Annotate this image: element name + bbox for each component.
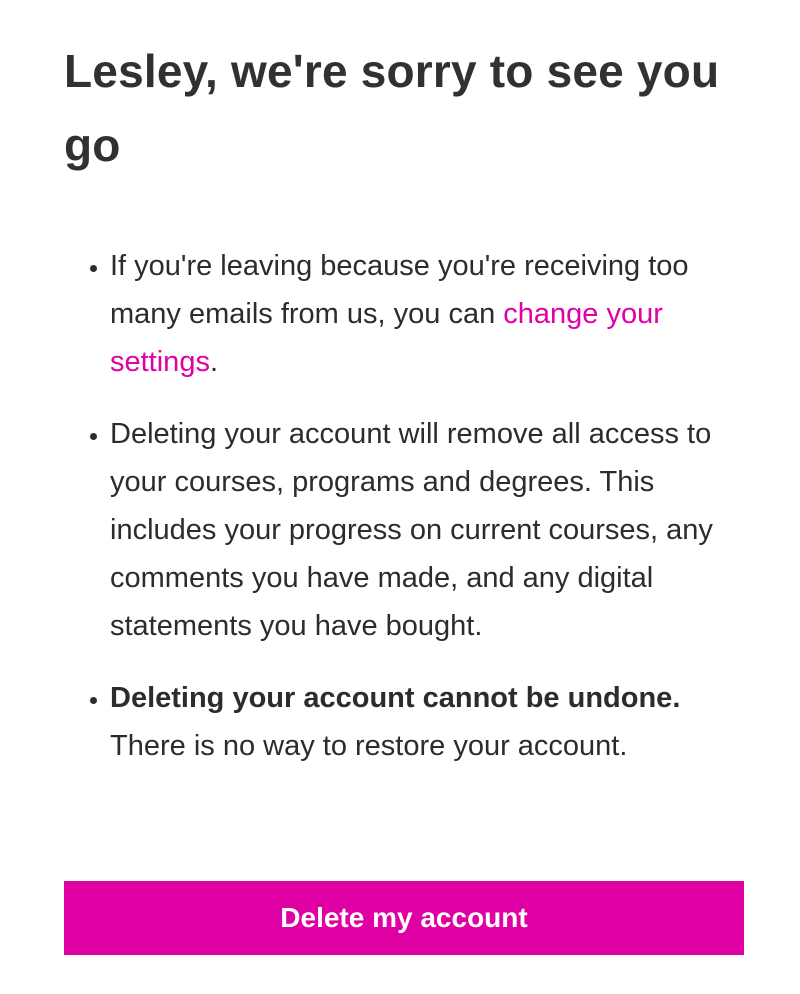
page-title: Lesley, we're sorry to see you go [64,45,720,171]
emails-text: If you're leaving because you're receiving too many emails from us, you can [110,250,689,330]
list-item-warning [110,674,736,770]
change-settings-link[interactable]: change your settings [110,298,663,378]
emails-text-end: . [209,346,219,378]
delete-account-button[interactable]: Delete my account [64,881,744,955]
warning-text: There is no way to restore your account. [110,730,628,762]
list-item-access [110,410,736,650]
warning-strong-text: Deleting your account cannot be undone. [110,682,681,714]
access-text: Deleting your account will remove all access to your courses, programs and degrees. This includes your progress on current courses, any comments you have made, and any digital statements you have bought. [110,418,713,642]
info-list [64,242,736,770]
list-item-emails [110,242,736,386]
